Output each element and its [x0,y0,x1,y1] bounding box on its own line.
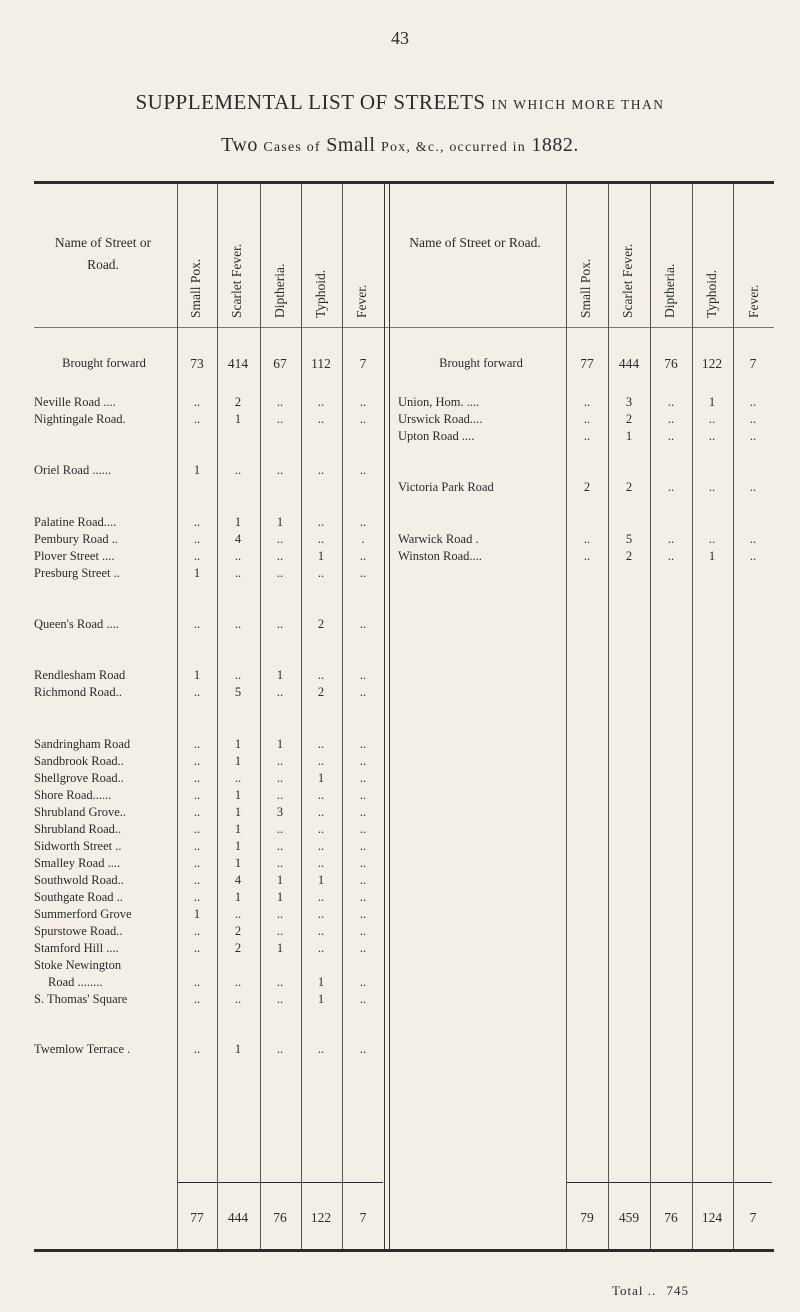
row-value: 1 [276,890,284,904]
row-value: 112 [311,356,331,371]
row-value: .. [234,617,242,631]
row-value: .. [749,412,757,426]
row-value: 1 [234,412,242,426]
header-typhoid-left: Typhoid. [313,269,328,318]
row-value: .. [359,992,367,1006]
row-value: 1 [234,890,242,904]
row-value: .. [359,412,367,426]
col-line [342,184,343,1249]
row-value: .. [359,685,367,699]
row-value: .. [708,429,716,443]
row-value: .. [359,754,367,768]
row-value: 2 [234,395,242,409]
column-total: 76 [664,1210,678,1225]
row-value: 1 [276,668,284,682]
row-value: .. [359,873,367,887]
row-name: Southgate Road .. [34,890,123,904]
row-value: .. [317,395,325,409]
row-value: 2 [234,924,242,938]
row-value: 1 [234,1042,242,1056]
row-value: .. [276,856,284,870]
row-value: .. [276,463,284,477]
row-name: Palatine Road.... [34,515,117,529]
row-value: .. [276,1042,284,1056]
row-value: 2 [317,685,325,699]
row-value: .. [276,788,284,802]
row-value: 122 [701,356,723,371]
row-value: .. [193,549,201,563]
row-value: .. [193,873,201,887]
row-value: .. [359,856,367,870]
row-value: 1 [234,805,242,819]
row-value: .. [193,737,201,751]
row-value: .. [193,617,201,631]
row-value: .. [317,532,325,546]
row-value: .. [193,941,201,955]
row-value: .. [276,532,284,546]
col-line [389,184,390,1249]
row-value: .. [583,549,591,563]
row-value: 1 [193,907,201,921]
row-name: Nightingale Road. [34,412,126,426]
row-value: .. [276,395,284,409]
col-line [650,184,651,1249]
row-value: .. [359,668,367,682]
column-total: 459 [618,1210,640,1225]
column-total: 76 [273,1210,287,1225]
row-value: 67 [273,356,287,371]
table-top-rule [34,181,774,184]
row-value: .. [276,839,284,853]
row-value: .. [317,941,325,955]
row-value: .. [317,805,325,819]
row-value: .. [276,924,284,938]
row-value: 2 [625,412,633,426]
row-value: .. [749,480,757,494]
row-name: Upton Road .... [398,429,475,443]
header-typhoid-right: Typhoid. [704,269,719,318]
col-line [608,184,609,1249]
row-value: .. [193,839,201,853]
row-name: Shellgrove Road.. [34,771,124,785]
row-value: 1 [317,549,325,563]
row-value: 7 [749,356,757,371]
row-name: Shrubland Road.. [34,822,122,836]
row-value: .. [276,907,284,921]
row-value: .. [193,822,201,836]
row-value: 5 [625,532,633,546]
row-value: 76 [664,356,678,371]
row-value: .. [317,566,325,580]
row-value: .. [276,822,284,836]
row-name: Shrubland Grove.. [34,805,126,819]
row-value: .. [317,924,325,938]
header-diptheria-left: Diptheria. [272,263,287,318]
row-value: . [361,532,365,546]
row-value: 73 [190,356,204,371]
row-value: .. [234,463,242,477]
row-value: .. [193,992,201,1006]
row-value: 1 [276,515,284,529]
row-value: .. [749,429,757,443]
row-value: 414 [227,356,249,371]
row-name: Union, Hom. .... [398,395,480,409]
row-value: .. [276,412,284,426]
row-value: .. [193,788,201,802]
row-value: 1 [234,822,242,836]
row-name: Oriel Road ...... [34,463,112,477]
row-name: Shore Road...... [34,788,112,802]
row-value: .. [317,856,325,870]
row-value: .. [317,668,325,682]
row-value: 1 [193,668,201,682]
col-line [301,184,302,1249]
row-value: .. [667,395,675,409]
row-value: 1 [317,992,325,1006]
row-name: Sandringham Road [34,737,131,751]
row-name: Urswick Road.... [398,412,483,426]
row-name: Brought forward [439,356,523,370]
subtitle-part-2: Small [326,134,376,156]
grand-total-value: 745 [666,1283,690,1298]
row-name: Stoke Newington [34,958,122,972]
row-value: .. [583,412,591,426]
row-name: Pembury Road .. [34,532,119,546]
row-value: .. [359,839,367,853]
row-value: .. [359,788,367,802]
col-line [260,184,261,1249]
row-name: Richmond Road.. [34,685,122,699]
row-name: S. Thomas' Square [34,992,128,1006]
page-title [0,90,800,115]
row-value: .. [317,1042,325,1056]
col-line [177,184,178,1249]
row-value: .. [359,515,367,529]
row-value: 77 [580,356,594,371]
row-value: .. [317,737,325,751]
row-value: .. [234,907,242,921]
row-value: .. [359,463,367,477]
row-value: .. [193,515,201,529]
row-value: .. [359,975,367,989]
row-value: 4 [234,873,242,887]
row-value: .. [667,549,675,563]
header-scarlet-fever-left: Scarlet Fever. [229,243,244,318]
row-value: 1 [234,737,242,751]
row-value: 1 [317,975,325,989]
row-value: .. [359,805,367,819]
row-value: 1 [276,737,284,751]
title-main: SUPPLEMENTAL LIST OF STREETS [135,90,486,114]
row-value: 1 [234,515,242,529]
row-name: Road ........ [48,975,103,989]
row-name: Smalley Road .... [34,856,121,870]
row-value: 1 [317,771,325,785]
column-total: 122 [310,1210,332,1225]
header-small-pox-left: Small Pox. [188,258,203,318]
subtitle-part-4: 1882. [531,134,579,156]
row-value: 7 [359,356,367,371]
row-value: .. [193,412,201,426]
row-value: .. [359,737,367,751]
row-value: .. [276,685,284,699]
row-value: .. [193,924,201,938]
row-value: .. [708,532,716,546]
row-value: .. [667,480,675,494]
row-value: .. [234,566,242,580]
row-value: 2 [625,480,633,494]
row-name: Stamford Hill .... [34,941,119,955]
row-name: Summerford Grove [34,907,132,921]
subtitle-part-0: Two [221,134,258,156]
row-value: .. [749,395,757,409]
col-line [733,184,734,1249]
row-value: 1 [234,856,242,870]
header-small-pox-right: Small Pox. [578,258,593,318]
row-value: .. [583,395,591,409]
header-fever-left: Fever. [354,284,369,318]
row-value: .. [193,685,201,699]
row-value: .. [317,890,325,904]
table-bottom-rule [34,1249,774,1252]
page-subtitle [0,134,800,157]
header-name-left: Name of Street or Road. [54,235,152,272]
row-value: 1 [234,839,242,853]
row-value: 5 [234,685,242,699]
row-value: .. [234,549,242,563]
row-value: 2 [625,549,633,563]
row-value: .. [317,839,325,853]
row-value: 2 [583,480,591,494]
subtitle-part-1: Cases of [263,140,321,155]
col-line [384,184,385,1249]
header-scarlet-fever-right: Scarlet Fever. [620,243,635,318]
row-value: .. [667,532,675,546]
row-value: .. [708,412,716,426]
row-value: 444 [618,356,640,371]
row-value: .. [276,975,284,989]
row-value: 1 [708,549,716,563]
row-value: .. [359,566,367,580]
row-value: .. [359,822,367,836]
row-value: .. [359,549,367,563]
row-name: Southwold Road.. [34,873,124,887]
row-value: .. [193,890,201,904]
subtitle-part-3: Pox, &c., occurred in [380,140,526,155]
row-value: .. [193,771,201,785]
row-value: .. [317,822,325,836]
column-total: 79 [580,1210,594,1225]
row-value: .. [234,992,242,1006]
row-value: .. [317,412,325,426]
column-total: 7 [359,1210,367,1225]
row-name: Rendlesham Road [34,668,126,682]
row-value: .. [276,754,284,768]
row-name: Neville Road .... [34,395,116,409]
row-value: .. [359,890,367,904]
row-value: 1 [708,395,716,409]
column-total: 7 [749,1210,757,1225]
row-value: .. [708,480,716,494]
title-small: IN WHICH MORE THAN [491,97,665,112]
row-value: 1 [193,463,201,477]
header-rule [34,327,774,328]
row-value: .. [317,754,325,768]
row-value: 1 [234,788,242,802]
row-value: .. [276,566,284,580]
row-name: Queen's Road .... [34,617,119,631]
row-value: .. [583,532,591,546]
row-value: 3 [276,805,284,819]
row-name: Spurstowe Road.. [34,924,123,938]
row-name: Warwick Road . [398,532,479,546]
row-name: Twemlow Terrace . [34,1042,131,1056]
row-name: Sandbrook Road.. [34,754,124,768]
col-line [692,184,693,1249]
row-value: 1 [193,566,201,580]
row-value: .. [317,515,325,529]
grand-total [612,1283,689,1299]
grand-total-label: Total .. [612,1283,657,1298]
row-value: 1 [317,873,325,887]
row-value: 1 [625,429,633,443]
row-value: .. [317,463,325,477]
row-value: 1 [234,754,242,768]
row-value: .. [359,941,367,955]
row-value: .. [276,549,284,563]
row-value: .. [193,395,201,409]
row-value: 4 [234,532,242,546]
row-value: .. [317,907,325,921]
row-name: Brought forward [62,356,146,370]
row-value: .. [193,754,201,768]
row-value: .. [667,412,675,426]
row-name: Plover Street .... [34,549,115,563]
row-name: Presburg Street .. [34,566,120,580]
row-value: .. [359,395,367,409]
row-value: .. [749,549,757,563]
header-fever-right: Fever. [746,284,761,318]
row-value: .. [193,1042,201,1056]
row-name: Victoria Park Road [398,480,494,494]
row-value: .. [359,924,367,938]
row-value: 1 [276,941,284,955]
row-value: .. [359,1042,367,1056]
column-total: 77 [190,1210,204,1225]
row-value: .. [234,975,242,989]
row-value: .. [234,771,242,785]
row-value: .. [359,907,367,921]
row-value: .. [749,532,757,546]
row-value: .. [583,429,591,443]
row-value: .. [193,975,201,989]
page-number: 43 [391,28,409,48]
row-name: Sidworth Street .. [34,839,122,853]
right-totals-rule [566,1182,772,1183]
header-diptheria-right: Diptheria. [662,263,677,318]
row-value: .. [234,668,242,682]
row-value: .. [193,532,201,546]
row-value: 2 [317,617,325,631]
col-line [566,184,567,1249]
row-value: .. [667,429,675,443]
col-line [217,184,218,1249]
row-value: .. [359,771,367,785]
row-name: Winston Road.... [398,549,482,563]
column-total: 444 [227,1210,249,1225]
row-value: .. [276,617,284,631]
row-value: .. [276,771,284,785]
row-value: .. [193,856,201,870]
row-value: .. [317,788,325,802]
column-total: 124 [701,1210,723,1225]
row-value: .. [359,617,367,631]
row-value: .. [193,805,201,819]
row-value: 1 [276,873,284,887]
header-name-right: Name of Street or Road. [409,235,541,250]
row-value: .. [276,992,284,1006]
row-value: 3 [625,395,633,409]
left-totals-rule [177,1182,383,1183]
row-value: 2 [234,941,242,955]
